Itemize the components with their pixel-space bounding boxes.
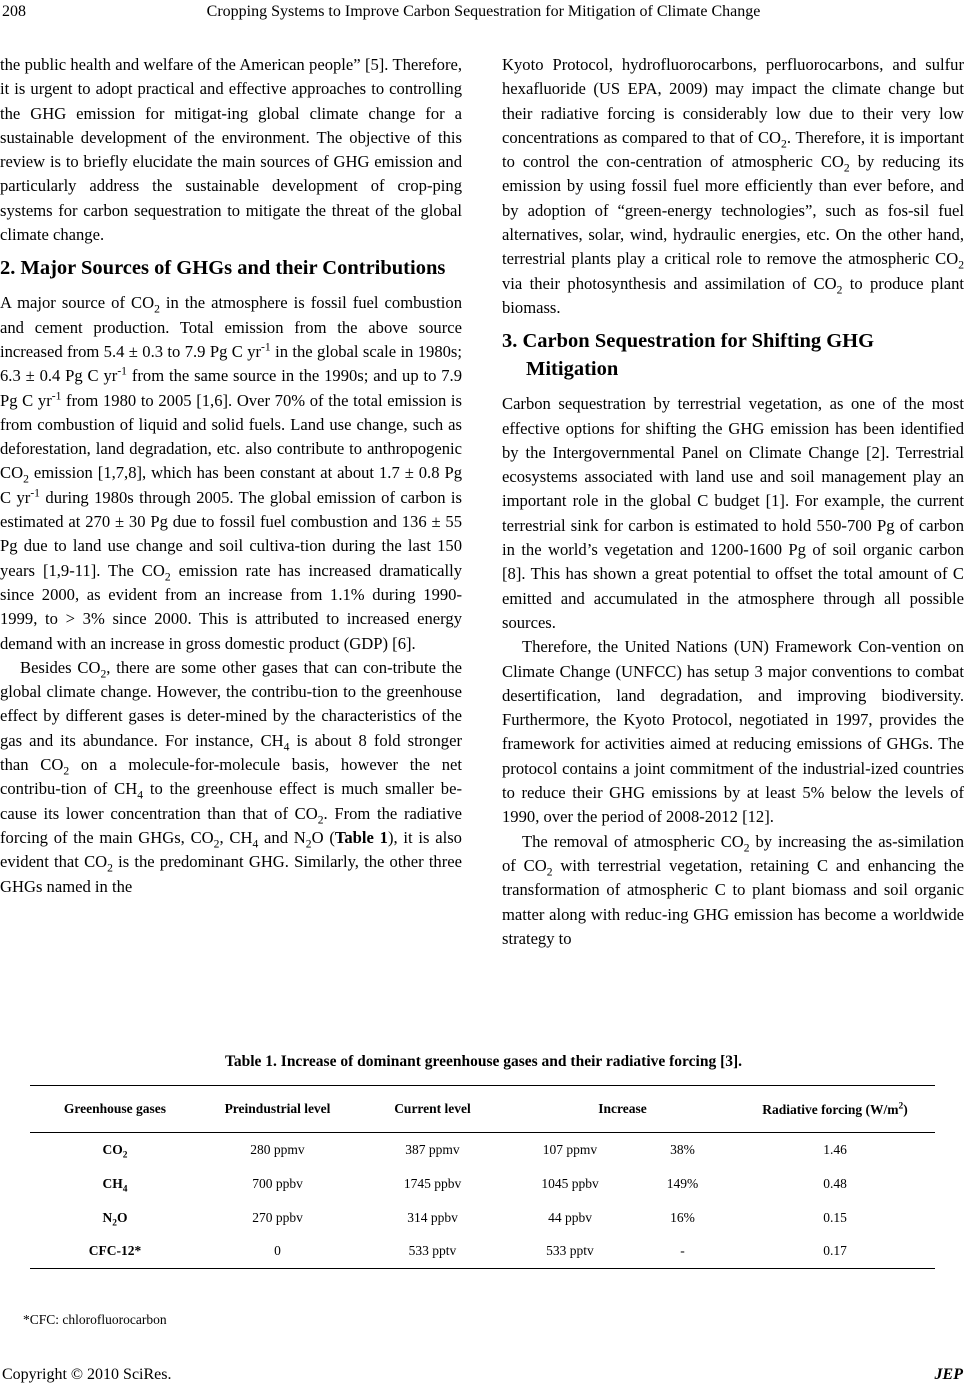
table-cell: 0.15 [823,1209,847,1225]
table-cell: - [680,1243,685,1259]
table-row [30,1201,935,1235]
column-header: Greenhouse gases [63,1101,167,1116]
table-cell: $N_2O$ [102,1209,128,1229]
section-heading-2: 2. Major Sources of GHGs and their Contributions [0,257,446,280]
table-cell: 0 [274,1243,281,1259]
running-header [0,2,967,24]
table-cell: 280 ppmv [250,1141,305,1157]
table-cell: 38% [670,1141,695,1157]
section-heading-3: 3. Carbon Sequestration for Shifting GHG Mitigation [502,330,875,381]
table-cell: $CH_4$ [102,1175,128,1195]
table-row [30,1167,935,1201]
paragraph: Besides $CO_2$, there are some other gases that can con-tribute the global climate change. However, the contribu-tion to the greenhouse effect by different gases is deter-mined by the characteristics of the gas and its abundance. For instance, $CH_4$ is about 8 fold stronger than $CO_2$ on a molecule-for-molecule basis, however the net contribu-tion of $CH_4$ to the greenhouse effect is much smaller be-cause its lower concentration than that of $CO_2$. From the radiative forcing of the main GHGs, $CO_2$, $CH_4$ and $N_2O$ (Table 1), it is also evident that $CO_2$ is the predominant GHG. Similarly, the other three GHGs named in the [0,657,462,896]
ghg-table [30,1085,935,1269]
table-cell: 314 ppbv [407,1209,458,1225]
table-cell: 533 pptv [408,1243,457,1259]
column-header: Increase [598,1101,647,1116]
table-cell: $CO_2$ [102,1141,128,1161]
column-header: Preindustrial level [224,1101,331,1116]
table-cell: 44 ppbv [548,1209,592,1225]
table-row [30,1235,935,1269]
table-cell: 533 pptv [546,1243,594,1259]
paragraph: Therefore, the United Nations (UN) Framework Con-vention on Climate Change (UNFCC) has setup 3 major conventions to combat desertification, land degradation, and improving biodiversity. Furthermore, the Kyoto Protocol, negotiated in 1997, provides the framework for activities aimed at reducing emissions of GHGs. The protocol contains a joint commitment of the industrial-ized countries to reduce their GHG emissions by at least 5% below the levels of 1990, over the period of 2008-2012 [12]. [502,637,964,827]
left-column [0,53,462,899]
running-title: Cropping Systems to Improve Carbon Sequestration for Mitigation of Climate Change [206,3,761,20]
table-cell: 1.46 [823,1141,847,1157]
paragraph: The removal of atmospheric $CO_2$ by increasing the as-similation of $CO_2$ with terrestrial vegetation, retaining C and enhancing the transformation of atmospheric C to plant biomass and soil organic matter along with reduc-ing GHG emission has become a worldwide strategy to [502,831,965,948]
table-footnote: *CFC: chlorofluorocarbon [23,1312,167,1327]
table-header-row [30,1086,935,1133]
table-cell: CFC-12* [88,1243,142,1259]
paragraph: Carbon sequestration by terrestrial vegetation, as one of the most effective options for shifting the GHG emission has been identified by the Intergovernmental Panel on Climate Change [2]. Terrestrial ecosystems associated with land use and soil management play an important role in the global C budget [1]. For example, the current terrestrial sink for carbon is estimated to hold 550-700 Pg of carbon in the world’s vegetation and 1200-1600 Pg of soil organic carbon [8]. This has shown a great potential to offset the total amount of C emitted and accumulated in the atmosphere through all possible sources. [502,394,964,632]
table-cell: 149% [666,1175,699,1191]
table-cell: 1745 ppbv [403,1175,462,1191]
table-cell: 387 ppmv [405,1141,460,1157]
table-cell: 270 ppbv [252,1209,303,1225]
journal-abbrev: JEP [934,1366,963,1383]
table-cell: 1045 ppbv [541,1175,599,1191]
table-cell: 107 ppmv [542,1141,598,1157]
table-caption: Table 1. Increase of dominant greenhouse gases and their radiative forcing [3]. [224,1053,743,1070]
table-cell: 700 ppbv [252,1175,303,1191]
page-number: 208 [2,3,26,20]
paragraph: A major source of $CO_2$ in the atmosphere is fossil fuel combustion and cement production. Total emission from the above source increased from 5.4 ± 0.3 to 7.9 Pg C $yr^{-1}$ in the global scale in 1980s; 6.3 ± 0.4 Pg C $yr^{-1}$ from the same source in the 1990s; and up to 7.9 Pg C $yr^{-1}$ from 1980 to 2005 [1,6]. Over 70% of the total emission is from combustion of liquid and solid fuels. Land use change, such as deforestation, land degradation, etc. also contribute to anthropogenic $CO_2$ emission [1,7,8], which has been constant at about 1.7 ± 0.8 Pg C $yr^{-1}$ during 1980s through 2005. The global emission of carbon is estimated at 270 ± 30 Pg due to fossil fuel combustion and 136 ± 55 Pg due to land use change and soil cultiva-tion during the last 150 years [1,9-11]. The $CO_2$ emission rate has increased dramatically since 2000, as evident from an increase from 1.1% during 1990-1999, to > 3% since 2000. This is attributed to increased energy demand with an increase in gross domestic product (GDP) [6]. [0,293,463,653]
right-column [502,53,964,951]
table-cell: 16% [670,1209,695,1225]
paragraph: the public health and welfare of the American people” [5]. Therefore, it is urgent to adopt practical and effective approaches to controlling the GHG emission for mitigat-ing global climate change for a sustainable development of the environment. The objective of this review is to briefly elucidate the main sources of GHG emission and particularly address the sustainable development of crop-ping systems for carbon sequestration to mitigate the threat of the global climate change. [0,55,462,245]
paragraph: Kyoto Protocol, hydrofluorocarbons, perfluorocarbons, and sulfur hexafluoride (US EPA, 2009) may impact the climate change but their radiative forcing is considerably low due to their very low concentrations as compared to that of $CO_2$. Therefore, it is important to control the con-centration of atmospheric $CO_2$ by reducing its emission by using fossil fuel more efficiently than ever before, and by adoption of “green-energy technologies”, such as fos-sil fuel alternatives, solar, wind, hydraulic energies, etc. On the other hand, terrestrial plants play a critical role to remove the atmospheric $CO_2$ via their photosynthesis and assimilation of $CO_2$ to produce plant biomass. [502,55,965,317]
table-cell: 0.48 [823,1175,847,1191]
column-header: Radiative forcing $(W/m^2)$ [762,1101,908,1117]
copyright: Copyright © 2010 SciRes. [2,1366,172,1383]
table-row [30,1133,935,1167]
table-cell: 0.17 [823,1243,847,1259]
column-header: Current level [394,1101,471,1116]
